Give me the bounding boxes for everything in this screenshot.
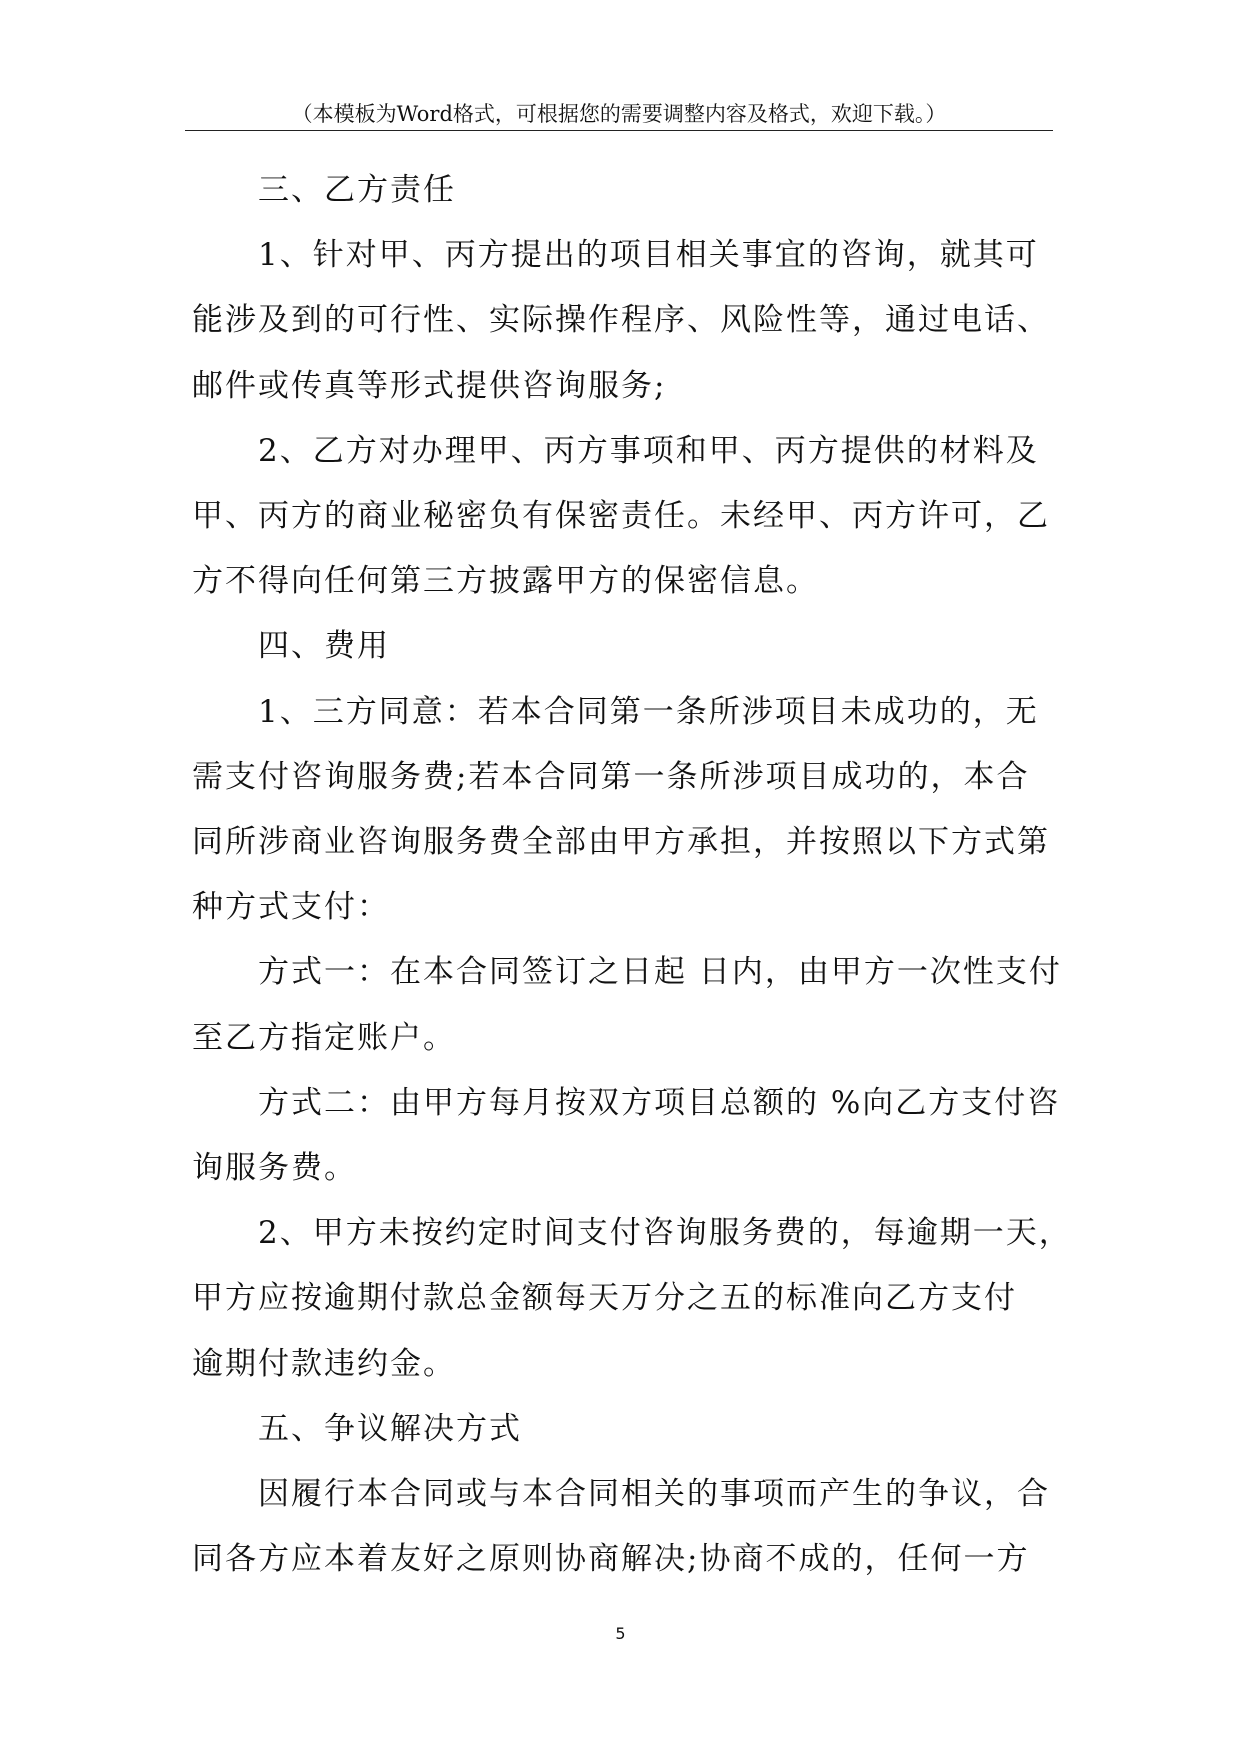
text-line: 1、三方同意：若本合同第一条所涉项目未成功的，无 — [258, 693, 1039, 730]
text-line: 2、甲方未按约定时间支付咨询服务费的，每逾期一天， — [258, 1215, 1072, 1252]
template-note-header: （本模板为Word格式，可根据您的需要调整内容及格式，欢迎下载。） — [291, 102, 947, 126]
header-divider — [185, 130, 1053, 131]
text-line: 需支付咨询服务费;若本合同第一条所涉项目成功的，本合 — [192, 758, 1030, 795]
clause-paragraph — [192, 419, 1072, 615]
text-line: 种方式支付： — [192, 889, 390, 926]
text-line: 同所涉商业咨询服务费全部由甲方承担，并按照以下方式第 — [192, 824, 1050, 861]
text-line: 能涉及到的可行性、实际操作程序、风险性等，通过电话、 — [192, 302, 1050, 339]
text-line: 1、针对甲、丙方提出的项目相关事宜的咨询，就其可 — [258, 237, 1039, 274]
section-heading — [192, 158, 1072, 223]
clause-paragraph — [192, 940, 1072, 1070]
text-line: 至乙方指定账户。 — [192, 1019, 456, 1056]
text-line: 因履行本合同或与本合同相关的事项而产生的争议，合 — [258, 1476, 1050, 1513]
text-line: 甲、丙方的商业秘密负有保密责任。未经甲、丙方许可，乙 — [192, 498, 1050, 535]
clause-paragraph — [192, 223, 1072, 419]
clause-paragraph — [192, 1462, 1072, 1592]
clause-paragraph — [192, 1201, 1072, 1397]
text-line: 三、乙方责任 — [258, 172, 456, 208]
text-line: 邮件或传真等形式提供咨询服务; — [192, 367, 667, 404]
text-line: 同各方应本着友好之原则协商解决;协商不成的，任何一方 — [192, 1541, 1030, 1578]
text-line: 四、费用 — [258, 628, 390, 665]
text-line: 方式二：由甲方每月按双方项目总额的 %向乙方支付咨 — [258, 1084, 1061, 1121]
text-line: 五、争议解决方式 — [258, 1410, 522, 1447]
section-heading — [192, 614, 1072, 679]
text-line: 2、乙方对办理甲、丙方事项和甲、丙方提供的材料及 — [258, 432, 1039, 469]
clause-paragraph — [192, 1071, 1072, 1201]
page-number: 5 — [615, 1624, 626, 1643]
section-heading — [192, 1397, 1072, 1462]
contract-body — [192, 158, 1072, 1592]
text-line: 逾期付款违约金。 — [192, 1345, 456, 1382]
clause-paragraph — [192, 680, 1072, 941]
text-line: 方式一：在本合同签订之日起 日内，由甲方一次性支付 — [258, 954, 1062, 991]
text-line: 甲方应按逾期付款总金额每天万分之五的标准向乙方支付 — [192, 1280, 1017, 1317]
text-line: 方不得向任何第三方披露甲方的保密信息。 — [192, 563, 819, 600]
text-line: 询服务费。 — [192, 1150, 357, 1187]
